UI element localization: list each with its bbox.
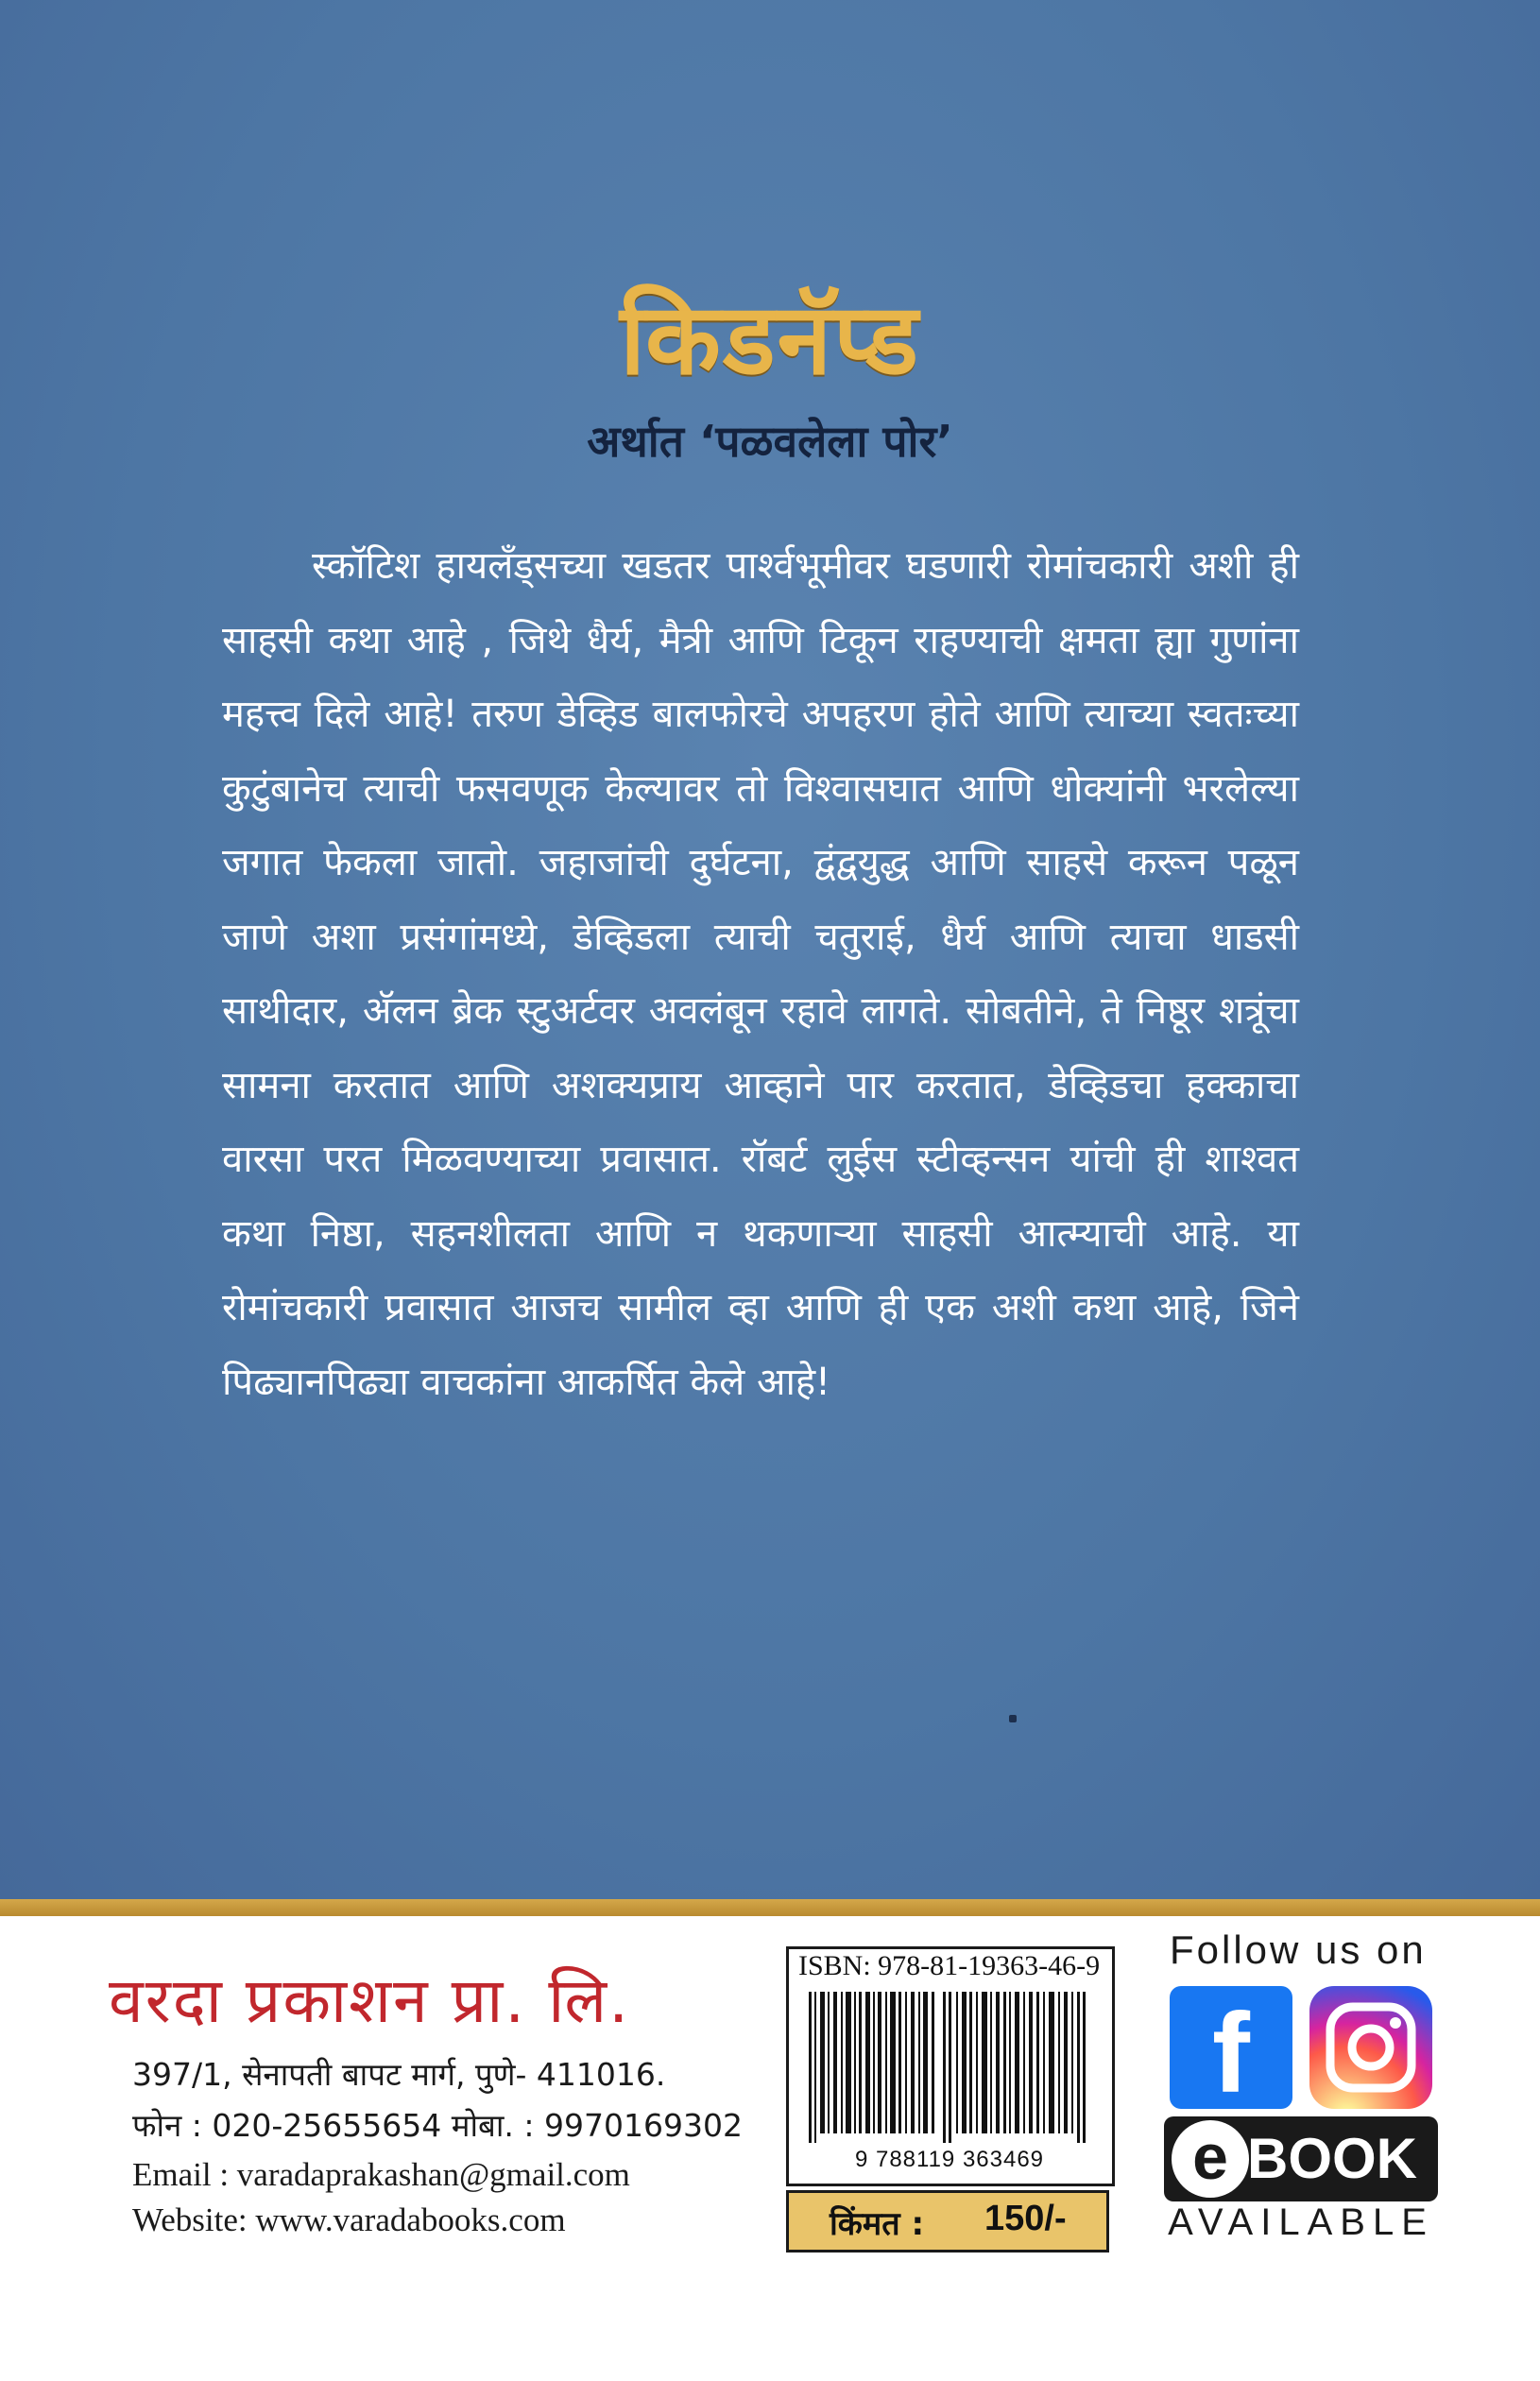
publisher-address: 397/1, सेनापती बापट मार्ग, पुणे- 411016. [132,2056,666,2093]
publisher-website: Website: www.varadabooks.com [132,2201,566,2238]
facebook-icon[interactable] [1170,1986,1292,2116]
barcode-number: 9 788119 363469 [854,2147,1045,2172]
publisher-email: Email : varadaprakashan@gmail.com [132,2156,630,2193]
barcode [805,1992,1088,2143]
isbn-label: ISBN: 978-81-19363-46-9 [798,1950,1101,1981]
ebook-e-icon: e [1172,2120,1249,2198]
book-subtitle: अर्थात ‘पळवलेला पोर’ [587,416,953,467]
book-blurb: स्कॉटिश हायलँड्सच्या खडतर पार्श्वभूमीवर घडणारी रोमांचकारी अशी ही साहसी कथा आहे , जिथे धैर्य, मैत्री आणि टिकून राहण्याची क्षमता ह्या गुणांना महत्त्व दिले आहे! तरुण डेव्हिड बालफोरचे अपहरण होते आणि त्याच्या स्वतःच्या कुटुंबानेच त्याची फसवणूक केल्यावर तो विश्वासघात आणि धोक्यांनी भरलेल्या जगात फेकला जातो. जहाजांची दुर्घटना, द्वंद्वयुद्ध आणि साहसे करून पळून जाणे अशा प्रसंगांमध्ये, डेव्हिडला त्याची चतुराई, धैर्य आणि त्याचा धाडसी साथीदार, अ‍ॅलन ब्रेक स्टुअर्टवर अवलंबून रहावे लागते. सोबतीने, ते निष्ठूर शत्रूंचा सामना करतात आणि अशक्यप्राय आव्हाने पार करतात, डेव्हिडचा हक्काचा वारसा परत मिळवण्याच्या प्रवासात. रॉबर्ट लुईस स्टीव्हन्सन यांची ही शाश्वत कथा निष्ठा, सहनशीलता आणि न थकणाऱ्या साहसी आत्म्याची आहे. या रोमांचकारी प्रवासात आजच सामील व्हा आणि ही एक अशी कथा आहे, जिने पिढ्यानपिढ्या वाचकांना आकर्षित केले आहे! [222,544,1299,1404]
gold-divider [0,1899,1540,1916]
price-label: किंमत : [830,2205,925,2243]
follow-us-text: Follow us on [1170,1927,1427,1972]
publisher-phone: फोन : 020-25655654 मोबा. : 9970169302 [132,2107,743,2144]
available-text: AVAILABLE [1168,2201,1434,2243]
small-mark [1009,1715,1017,1722]
publisher-name: वरदा प्रकाशन प्रा. लि. [109,1964,631,2037]
facebook-glyph: f [1212,1990,1250,2116]
book-title: किडनॅप्ड [620,281,920,397]
ebook-text: BOOK [1247,2127,1417,2190]
price-value: 150/- [984,2199,1067,2238]
instagram-icon[interactable] [1309,1986,1432,2109]
instagram-glyph [1309,1986,1432,2109]
